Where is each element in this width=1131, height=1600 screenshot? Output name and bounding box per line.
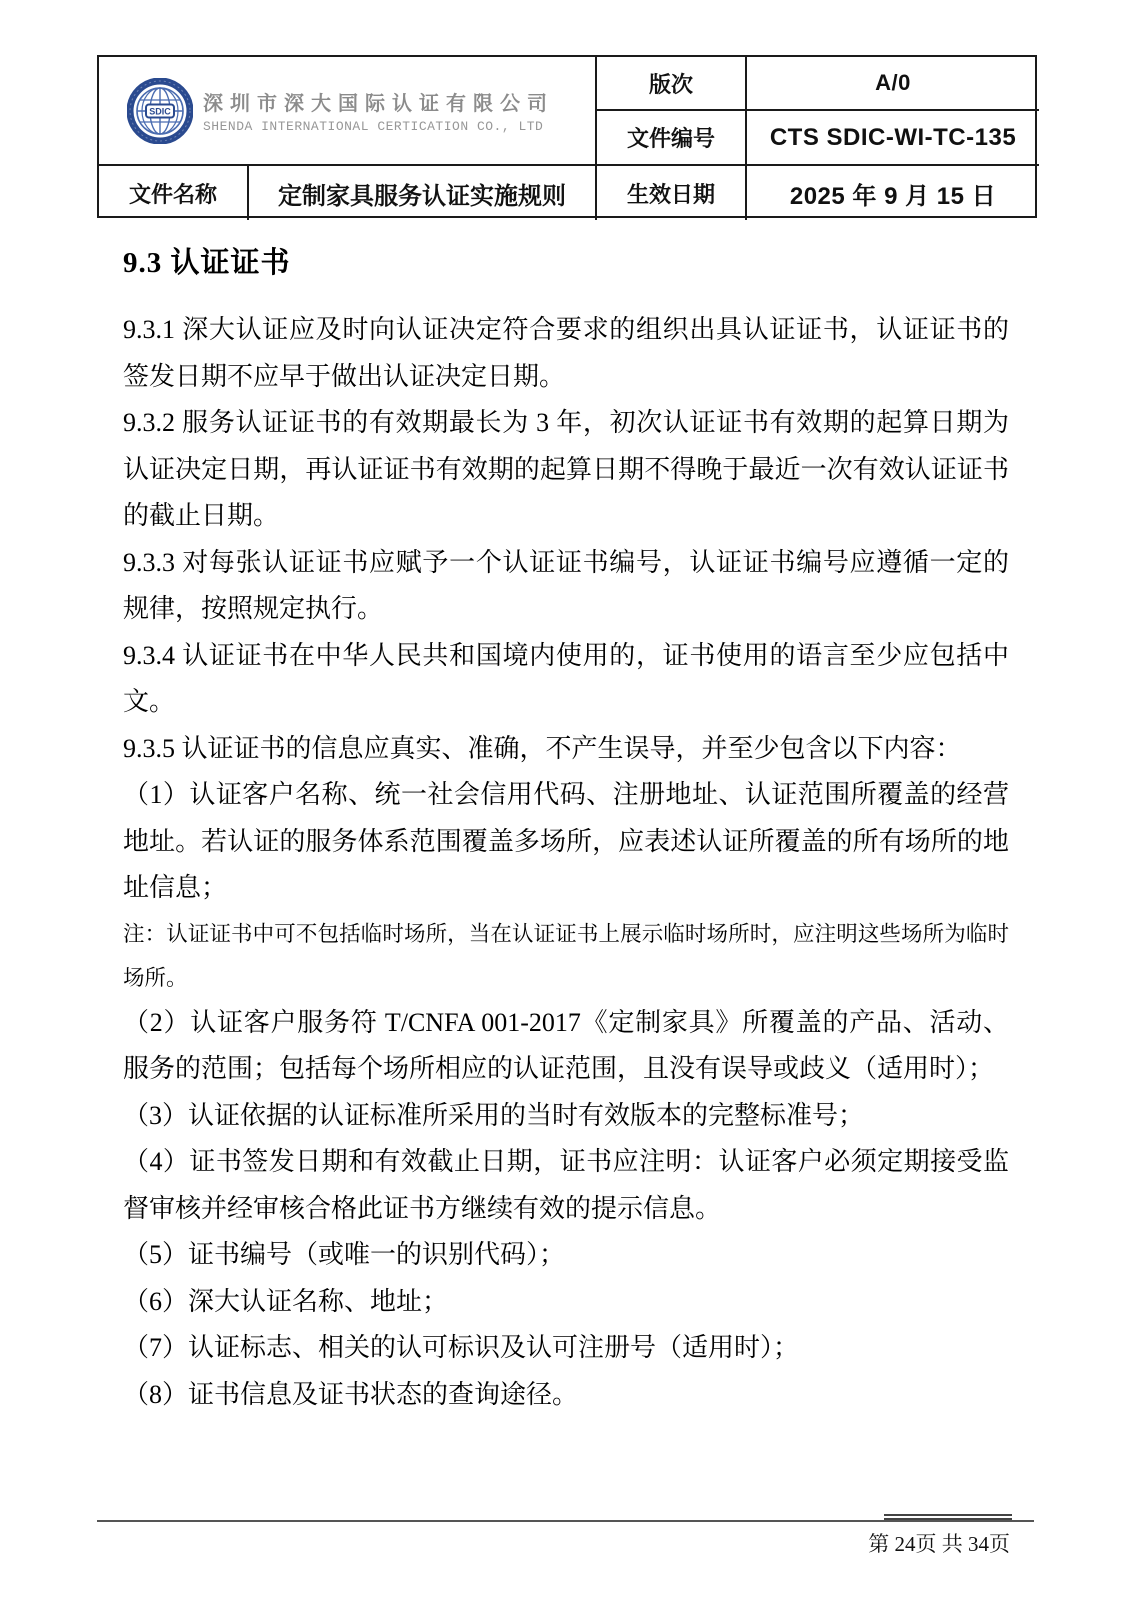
page-number: 第 24页 共 34页 bbox=[868, 1532, 1010, 1556]
section-heading: 9.3 认证证书 bbox=[123, 247, 291, 279]
company-logo-icon bbox=[127, 78, 193, 144]
paragraph-item-4: （4）证书签发日期和有效截止日期，证书应注明：认证客户必须定期接受监督审核并经审核合格此证书方继续有效的提示信息。 bbox=[123, 1147, 1009, 1223]
company-name-cn: 深圳市深大国际认证有限公司 bbox=[203, 93, 554, 115]
document-body bbox=[123, 240, 1009, 1418]
doc-name-label: 文件名称 bbox=[128, 181, 217, 207]
header-brand-cell bbox=[99, 57, 597, 166]
paragraph-9-3-5: 9.3.5 认证证书的信息应真实、准确，不产生误导，并至少包含以下内容： bbox=[123, 733, 962, 763]
logo-badge-text: SDIC bbox=[149, 106, 171, 116]
paragraph-item-2: （2）认证客户服务符 T/CNFA 001-2017《定制家具》所覆盖的产品、活动、服务的范围；包括每个场所相应的认证范围，且没有误导或歧义（适用时）； bbox=[123, 1007, 1009, 1083]
paragraph-9-3-2: 9.3.2 服务认证证书的有效期最长为 3 年，初次认证证书有效期的起算日期为认证决定日期，再认证证书有效期的起算日期不得晚于最近一次有效认证证书的截止日期。 bbox=[123, 408, 1009, 530]
effective-date-label: 生效日期 bbox=[626, 181, 715, 207]
footer-double-line bbox=[884, 1514, 1012, 1520]
page-footer bbox=[97, 1520, 1034, 1558]
paragraph-9-3-4: 9.3.4 认证证书在中华人民共和国境内使用的，证书使用的语言至少应包括中文。 bbox=[123, 640, 1009, 716]
paragraph-item-6: （6）深大认证名称、地址； bbox=[123, 1286, 449, 1316]
brand bbox=[127, 78, 554, 144]
paragraph-item-5: （5）证书编号（或唯一的识别代码）； bbox=[123, 1240, 566, 1269]
paragraph-item-7: （7）认证标志、相关的认可标识及认可注册号（适用时）； bbox=[123, 1333, 800, 1362]
footer-divider bbox=[97, 1520, 1034, 1522]
paragraph-item-8: （8）证书信息及证书状态的查询途径。 bbox=[123, 1379, 579, 1409]
doc-name-value: 定制家具服务认证实施规则 bbox=[278, 182, 566, 210]
paragraph-item-3: （3）认证依据的认证标准所采用的当时有效版本的完整标准号； bbox=[123, 1100, 865, 1130]
effective-date-value: 2025 年 9 月 15 日 bbox=[789, 182, 997, 210]
paragraph-9-3-3: 9.3.3 对每张认证证书应赋予一个认证证书编号，认证证书编号应遵循一定的规律，按照规定执行。 bbox=[123, 547, 1009, 623]
header-table bbox=[97, 55, 1037, 218]
brand-text bbox=[203, 87, 554, 134]
doc-number-value: CTS SDIC-WI-TC-135 bbox=[769, 123, 1017, 151]
paragraph-item-1: （1）认证客户名称、统一社会信用代码、注册地址、认证范围所覆盖的经营地址。若认证的服务体系范围覆盖多场所，应表述认证所覆盖的所有场所的地址信息； bbox=[123, 780, 1009, 902]
doc-number-label: 文件编号 bbox=[626, 126, 715, 151]
company-name-en: SHENDA INTERNATIONAL CERTICATION CO., LTD bbox=[203, 119, 544, 134]
paragraph-9-3-1: 9.3.1 深大认证应及时向认证决定符合要求的组织出具认证证书，认证证书的签发日期不应早于做出认证决定日期。 bbox=[123, 315, 1009, 391]
version-label: 版次 bbox=[648, 71, 693, 97]
paragraph-note: 注：认证证书中可不包括临时场所，当在认证证书上展示临时场所时，应注明这些场所为临时场所。 bbox=[123, 921, 1009, 990]
version-value: A/0 bbox=[875, 70, 911, 95]
